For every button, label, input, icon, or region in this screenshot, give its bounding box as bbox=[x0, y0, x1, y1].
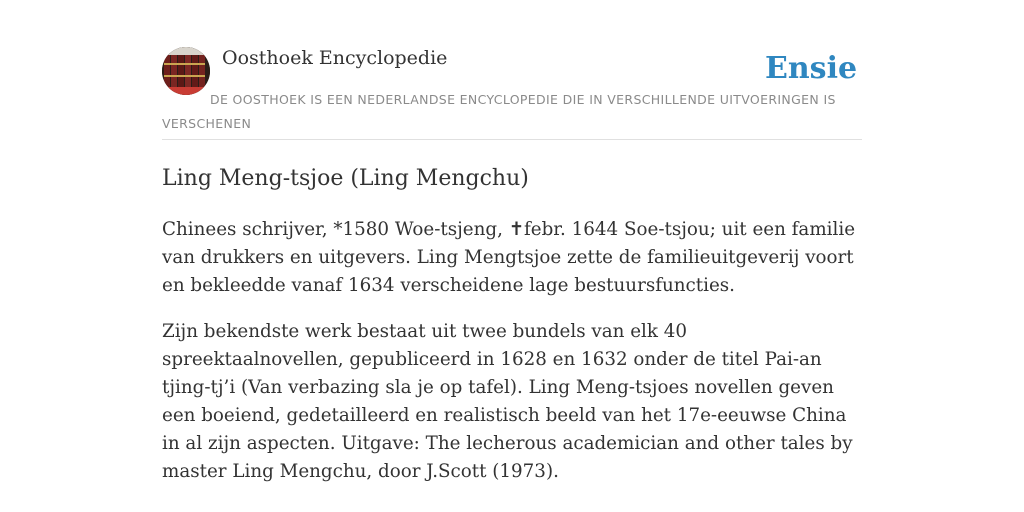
site-tagline: DE OOSTHOEK IS EEN NEDERLANDSE ENCYCLOPEDIE DIE IN VERSCHILLENDE UITVOERINGEN IS VERSCHENEN bbox=[162, 92, 836, 131]
article-title: Ling Meng-tsjoe (Ling Mengchu) bbox=[162, 166, 529, 191]
site-title[interactable]: Oosthoek Encyclopedie bbox=[222, 47, 448, 69]
brand-logo[interactable]: Ensie bbox=[765, 51, 858, 86]
article-paragraph: Zijn bekendste werk bestaat uit twee bundels van elk 40 spreektaalnovellen, gepubliceerd in 1628 en 1632 onder de titel Pai-an tjing-tj’i (Van verbazing sla je op tafel). Ling Meng-tsjoes novellen geven een boeiend, gedetailleerd en realistisch beeld van het 17e-eeuwse China in al zijn aspecten. Uitgave: The lecherous academician and other tales by master Ling Mengchu, door J.Scott (1973). bbox=[162, 321, 853, 482]
article-paragraph: Chinees schrijver, *1580 Woe-tsjeng, ✝febr. 1644 Soe-tsjou; uit een familie van drukkers en uitgevers. Ling Mengtsjoe zette de familieuitgeverij voort en bekleedde vanaf 1634 verscheidene lage bestuursfuncties. bbox=[162, 219, 856, 296]
header-divider bbox=[162, 139, 862, 140]
article-body bbox=[162, 216, 862, 504]
